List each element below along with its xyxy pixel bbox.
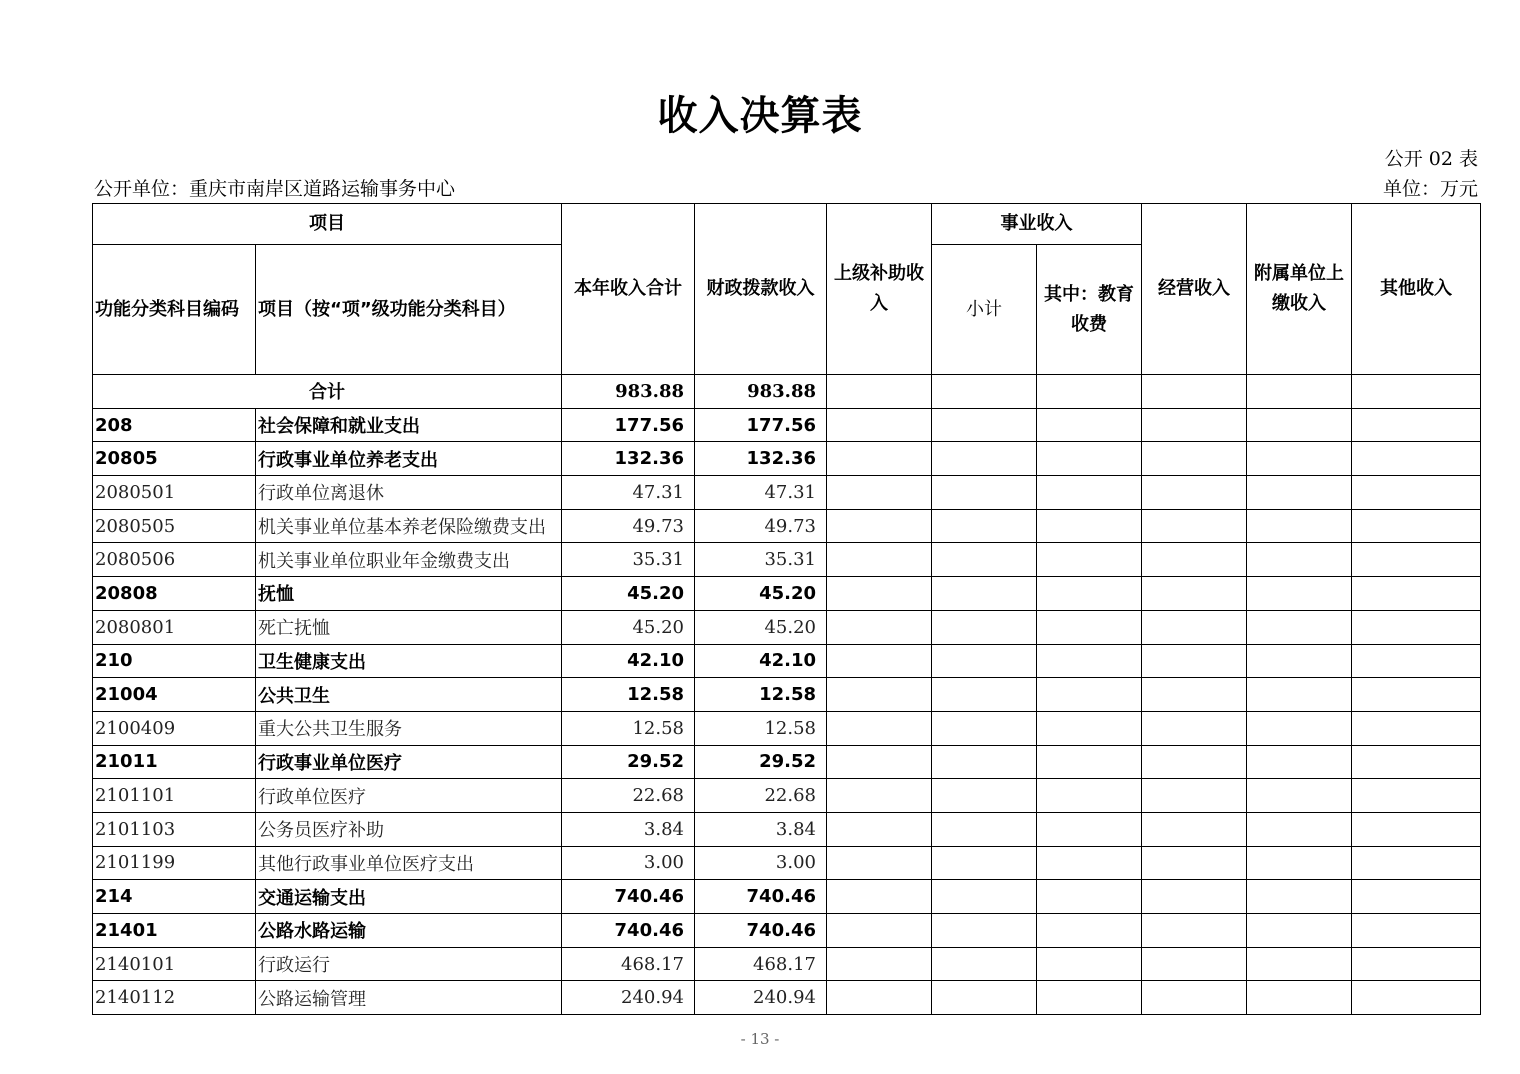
empty-cell [1247,577,1352,611]
header-superior-subsidy: 上级补助收入 [827,204,932,375]
subject-code-cell: 21401 [93,914,256,948]
empty-cell [932,476,1037,510]
table-row [93,914,1481,948]
empty-cell [932,880,1037,914]
header-fiscal-allocation: 财政拨款收入 [695,204,827,375]
empty-cell [1037,610,1142,644]
empty-cell [1352,880,1481,914]
table-row [93,408,1481,442]
empty-cell [827,914,932,948]
empty-cell [1142,779,1247,813]
subject-code-cell: 210 [93,644,256,678]
subject-name-cell: 行政单位离退休 [256,476,562,510]
table-row [93,846,1481,880]
subject-name-cell: 其他行政事业单位医疗支出 [256,846,562,880]
empty-cell [1352,509,1481,543]
empty-cell [1247,880,1352,914]
table-row [93,711,1481,745]
table-row [93,543,1481,577]
empty-cell [1352,779,1481,813]
empty-cell [932,745,1037,779]
empty-cell [1352,812,1481,846]
empty-cell [1142,644,1247,678]
table-row [93,442,1481,476]
empty-cell [1352,947,1481,981]
table-row [93,476,1481,510]
income-final-accounts-table [92,203,1481,1015]
empty-cell [1247,745,1352,779]
empty-cell [1247,914,1352,948]
empty-cell [1037,711,1142,745]
subject-name-cell: 抚恤 [256,577,562,611]
total-income-cell: 12.58 [562,711,695,745]
empty-cell [1037,947,1142,981]
total-income-cell: 42.10 [562,644,695,678]
empty-cell [1247,812,1352,846]
empty-cell [827,509,932,543]
header-other-income: 其他收入 [1352,204,1481,375]
header-business-income: 事业收入 [932,204,1142,245]
empty-cell [932,577,1037,611]
empty-cell [1142,981,1247,1015]
empty-cell [1142,408,1247,442]
empty-cell [932,509,1037,543]
total-income-cell: 12.58 [562,678,695,712]
empty-cell [1142,880,1247,914]
total-income-cell: 3.84 [562,812,695,846]
total-income-cell: 740.46 [562,914,695,948]
empty-cell [932,812,1037,846]
header-affiliate-income: 附属单位上缴收入 [1247,204,1352,375]
empty-cell [1037,577,1142,611]
empty-cell [1247,981,1352,1015]
table-row [93,644,1481,678]
table-row [93,577,1481,611]
subject-code-cell: 2140101 [93,947,256,981]
fiscal-allocation-cell: 22.68 [695,779,827,813]
table-row [93,779,1481,813]
subject-name-cell: 公务员医疗补助 [256,812,562,846]
table-row [93,981,1481,1015]
total-income-cell: 983.88 [562,375,695,409]
empty-cell [1352,711,1481,745]
empty-cell [932,644,1037,678]
subject-code-cell: 20808 [93,577,256,611]
reporting-unit: 公开单位：重庆市南岸区道路运输事务中心 [94,178,456,200]
header-education-fee: 其中：教育收费 [1037,245,1142,375]
total-income-cell: 132.36 [562,442,695,476]
empty-cell [1037,375,1142,409]
fiscal-allocation-cell: 3.00 [695,846,827,880]
empty-cell [932,442,1037,476]
empty-cell [1352,375,1481,409]
subject-name-cell: 行政单位医疗 [256,779,562,813]
empty-cell [1352,577,1481,611]
total-income-cell: 49.73 [562,509,695,543]
subject-code-cell: 2080505 [93,509,256,543]
empty-cell [1142,610,1247,644]
subject-name-cell: 公共卫生 [256,678,562,712]
subject-name-cell: 公路运输管理 [256,981,562,1015]
empty-cell [1037,442,1142,476]
empty-cell [1037,779,1142,813]
subject-code-cell: 2140112 [93,981,256,1015]
empty-cell [932,711,1037,745]
empty-cell [1037,543,1142,577]
empty-cell [1352,610,1481,644]
subject-code-cell: 2101103 [93,812,256,846]
subject-code-cell: 214 [93,880,256,914]
empty-cell [932,408,1037,442]
total-income-cell: 240.94 [562,981,695,1015]
subject-code-cell: 2100409 [93,711,256,745]
total-income-cell: 740.46 [562,880,695,914]
empty-cell [1037,812,1142,846]
subject-name-cell: 行政事业单位医疗 [256,745,562,779]
empty-cell [1247,610,1352,644]
empty-cell [1142,745,1247,779]
empty-cell [1247,509,1352,543]
page-title: 收入决算表 [657,93,863,139]
fiscal-allocation-cell: 740.46 [695,880,827,914]
page-number: - 13 - [740,1030,780,1048]
empty-cell [1142,476,1247,510]
empty-cell [827,779,932,813]
header-item-name: 项目（按“项”级功能分类科目） [256,245,562,375]
empty-cell [1247,408,1352,442]
empty-cell [932,610,1037,644]
subject-name-cell: 死亡抚恤 [256,610,562,644]
header-total-income: 本年收入合计 [562,204,695,375]
fiscal-allocation-cell: 3.84 [695,812,827,846]
total-income-cell: 45.20 [562,577,695,611]
empty-cell [827,476,932,510]
empty-cell [1247,846,1352,880]
fiscal-allocation-cell: 49.73 [695,509,827,543]
subject-code-cell: 20805 [93,442,256,476]
subject-code-cell: 2080801 [93,610,256,644]
empty-cell [1352,678,1481,712]
empty-cell [1247,947,1352,981]
empty-cell [1142,914,1247,948]
empty-cell [1037,745,1142,779]
fiscal-allocation-cell: 177.56 [695,408,827,442]
subject-name-cell: 交通运输支出 [256,880,562,914]
fiscal-allocation-cell: 29.52 [695,745,827,779]
fiscal-allocation-cell: 240.94 [695,981,827,1015]
empty-cell [1142,375,1247,409]
subject-name-cell: 机关事业单位职业年金缴费支出 [256,543,562,577]
total-label: 合计 [93,375,562,409]
empty-cell [1247,543,1352,577]
empty-cell [1352,476,1481,510]
subject-name-cell: 行政运行 [256,947,562,981]
table-row [93,745,1481,779]
empty-cell [1352,914,1481,948]
empty-cell [827,981,932,1015]
empty-cell [827,375,932,409]
empty-cell [1352,644,1481,678]
empty-cell [1037,644,1142,678]
empty-cell [932,914,1037,948]
empty-cell [827,408,932,442]
empty-cell [1142,711,1247,745]
empty-cell [827,577,932,611]
currency-unit: 单位：万元 [1382,178,1478,200]
empty-cell [827,947,932,981]
table-row [93,509,1481,543]
empty-cell [1142,543,1247,577]
empty-cell [1037,914,1142,948]
subject-name-cell: 卫生健康支出 [256,644,562,678]
empty-cell [932,779,1037,813]
empty-cell [1037,880,1142,914]
subject-name-cell: 行政事业单位养老支出 [256,442,562,476]
subject-code-cell: 2080501 [93,476,256,510]
subject-code-cell: 21004 [93,678,256,712]
total-income-cell: 3.00 [562,846,695,880]
empty-cell [932,375,1037,409]
total-fiscal-cell: 983.88 [695,375,827,409]
subject-code-cell: 21011 [93,745,256,779]
empty-cell [1142,442,1247,476]
empty-cell [1037,476,1142,510]
empty-cell [932,543,1037,577]
empty-cell [1142,577,1247,611]
total-income-cell: 35.31 [562,543,695,577]
empty-cell [827,846,932,880]
subject-code-cell: 2101101 [93,779,256,813]
empty-cell [1247,711,1352,745]
fiscal-allocation-cell: 35.31 [695,543,827,577]
table-row [93,947,1481,981]
header-operating-income: 经营收入 [1142,204,1247,375]
empty-cell [1037,981,1142,1015]
fiscal-allocation-cell: 468.17 [695,947,827,981]
fiscal-allocation-cell: 12.58 [695,711,827,745]
empty-cell [827,880,932,914]
empty-cell [1037,846,1142,880]
empty-cell [827,644,932,678]
fiscal-allocation-cell: 45.20 [695,577,827,611]
empty-cell [827,610,932,644]
empty-cell [1247,442,1352,476]
table-row [93,678,1481,712]
empty-cell [827,711,932,745]
empty-cell [1247,779,1352,813]
empty-cell [1352,745,1481,779]
empty-cell [1037,408,1142,442]
fiscal-allocation-cell: 42.10 [695,644,827,678]
subject-code-cell: 208 [93,408,256,442]
empty-cell [1037,509,1142,543]
empty-cell [827,442,932,476]
empty-cell [1142,509,1247,543]
empty-cell [1247,644,1352,678]
total-income-cell: 47.31 [562,476,695,510]
empty-cell [932,947,1037,981]
subject-name-cell: 重大公共卫生服务 [256,711,562,745]
empty-cell [827,812,932,846]
subject-name-cell: 社会保障和就业支出 [256,408,562,442]
empty-cell [1247,678,1352,712]
fiscal-allocation-cell: 740.46 [695,914,827,948]
empty-cell [1142,947,1247,981]
empty-cell [1142,678,1247,712]
fiscal-allocation-cell: 47.31 [695,476,827,510]
fiscal-allocation-cell: 12.58 [695,678,827,712]
empty-cell [827,745,932,779]
empty-cell [1247,375,1352,409]
header-subtotal: 小计 [932,245,1037,375]
table-row [93,610,1481,644]
empty-cell [1142,812,1247,846]
fiscal-allocation-cell: 132.36 [695,442,827,476]
header-code: 功能分类科目编码 [93,245,256,375]
table-row [93,880,1481,914]
empty-cell [932,981,1037,1015]
total-income-cell: 45.20 [562,610,695,644]
empty-cell [1037,678,1142,712]
empty-cell [1352,543,1481,577]
empty-cell [1247,476,1352,510]
empty-cell [1352,846,1481,880]
table-code: 公开 02 表 [1384,148,1478,170]
fiscal-allocation-cell: 45.20 [695,610,827,644]
total-income-cell: 22.68 [562,779,695,813]
empty-cell [827,543,932,577]
total-income-cell: 468.17 [562,947,695,981]
empty-cell [932,846,1037,880]
total-income-cell: 177.56 [562,408,695,442]
total-row [93,375,1481,409]
subject-code-cell: 2101199 [93,846,256,880]
empty-cell [1352,981,1481,1015]
empty-cell [1142,846,1247,880]
empty-cell [1352,442,1481,476]
empty-cell [932,678,1037,712]
subject-code-cell: 2080506 [93,543,256,577]
empty-cell [1352,408,1481,442]
total-income-cell: 29.52 [562,745,695,779]
subject-name-cell: 机关事业单位基本养老保险缴费支出 [256,509,562,543]
header-project: 项目 [93,204,562,245]
subject-name-cell: 公路水路运输 [256,914,562,948]
empty-cell [827,678,932,712]
table-row [93,812,1481,846]
